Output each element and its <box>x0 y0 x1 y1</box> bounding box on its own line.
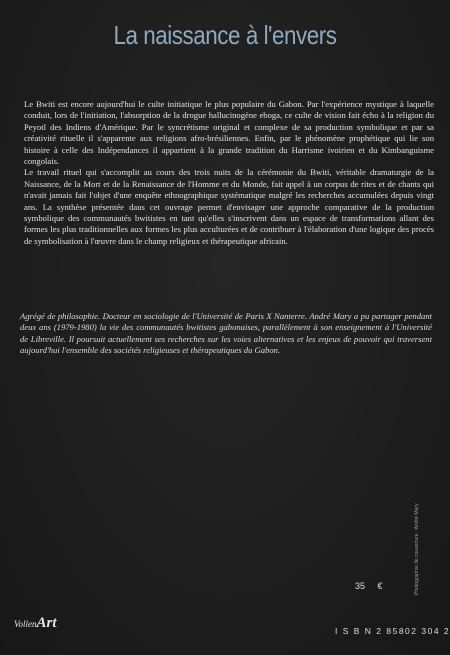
publisher-logo <box>14 614 57 632</box>
book-title: La naissance à l'envers <box>113 20 337 50</box>
euro-sign: € <box>377 581 383 591</box>
synopsis <box>24 99 434 247</box>
synopsis-paragraph-2: Le travail rituel qui s'accomplit au cours des trois nuits de la cérémonie du Bwiti, véritable dramaturgie de la Naissance, de la Mort et de la Renaissance de l'Homme et du Monde, fait appel à un corpus de rites et de chants qui n'avait jamais fait l'objet d'une enquête ethnographique systématique malgré les recherches accumulées depuis vingt ans. La synthèse présentée dans cet ouvrage permet d'envisager une approche comparative de la production symbolique des communautés bwitistes en tant qu'elles s'inscrivent dans un espace de transformations allant des formes les plus traditionnelles aux formes les plus acculturées et de contribuer à l'élaboration d'une logique des procès de symbolisation à l'œuvre dans le champ religieux et thérapeutique africain. <box>24 167 434 246</box>
photo-credit: Photographie de couverture : André Mary <box>414 503 420 595</box>
isbn: I S B N 2 85802 304 2 <box>335 626 450 636</box>
publisher-logo-small: Vollen <box>14 619 37 629</box>
publisher-logo-big: Art <box>36 615 57 631</box>
author-bio: Agrégé de philosophie. Docteur en sociologie de l'Université de Paris X Nanterre. André Mary a pu partager pendant deux ans (1979-1980) la vie des communautés bwitistes gabonaises, parallèlement à son enseignement à l'Université de Libreville. Il poursuit actuellement ses recherches sur les voies alternatives et les enjeux de pouvoir qui traversent aujourd'hui l'ensemble des sociétés religieuses et thérapeutiques du Gabon. <box>20 311 432 356</box>
price <box>355 581 383 591</box>
synopsis-paragraph-1: Le Bwiti est encore aujourd'hui le culte initiatique le plus populaire du Gabon. Par l'expérience mystique à laquelle conduit, lors de l'initiation, l'absorption de la drogue hallucinogène eboga, ce culte de vision fait écho à la religion du Peyotl des Indiens d'Amérique. Par le syncrétisme original et complexe de sa production symbolique et par sa créativité rituelle il s'apparente aux religions afro-brésiliennes. Enfin, par le phénomène prophétique qui lie son histoire à celle des Indépendances il appartient à la grande tradition du Harrisme ivoirien et du Kimbanguisme congolais. <box>24 99 434 167</box>
price-amount: 35 <box>355 581 366 591</box>
